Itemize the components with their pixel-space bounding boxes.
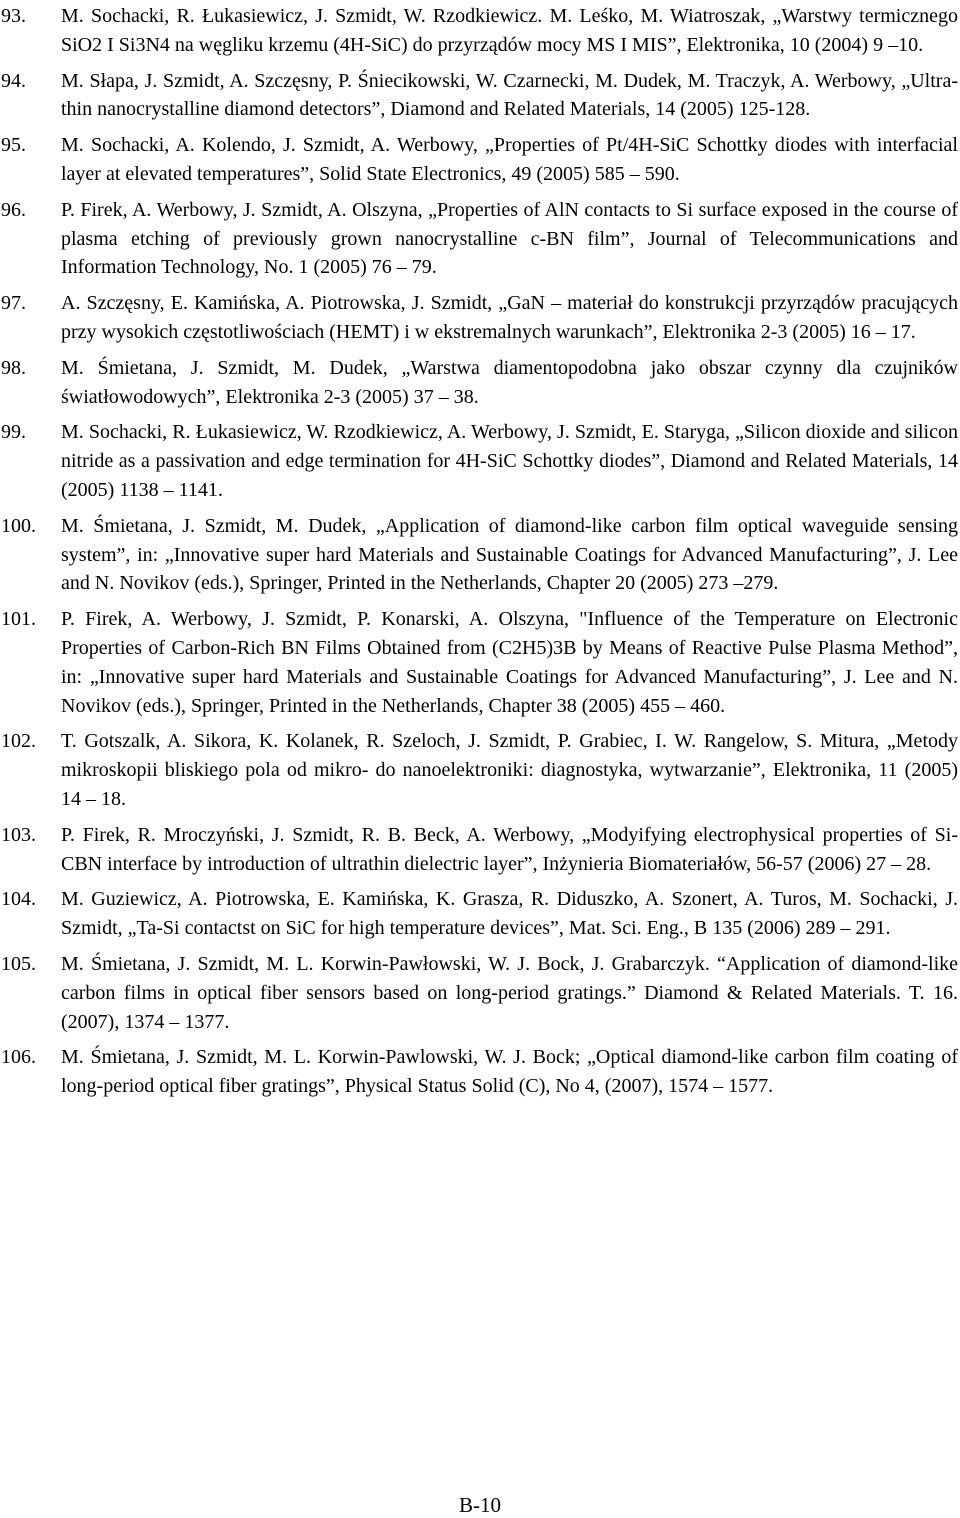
reference-entry-101 xyxy=(0,605,958,720)
reference-text: M. Sochacki, R. Łukasiewicz, W. Rzodkiewicz, A. Werbowy, J. Szmidt, E. Staryga, „Silicon dioxide and silicon nitride as a passivation and edge termination for 4H-SiC Schottky diodes”, Diamond and Related Materials, 14 (2005) 1138 – 1141. xyxy=(61,421,958,501)
reference-entry-104 xyxy=(0,885,958,943)
reference-text: M. Słapa, J. Szmidt, A. Szczęsny, P. Śniecikowski, W. Czarnecki, M. Dudek, M. Traczyk, A. Werbowy, „Ultra-thin nanocrystalline diamond detectors”, Diamond and Related Materials, 14 (2005) 125-128. xyxy=(61,69,958,121)
reference-text: P. Firek, A. Werbowy, J. Szmidt, A. Olszyna, „Properties of AlN contacts to Si surface exposed in the course of plasma etching of previously grown nanocrystalline c-BN film”, Journal of Telecommunications and Information Technology, No. 1 (2005) 76 – 79. xyxy=(61,198,958,279)
reference-entry-98 xyxy=(0,354,958,412)
reference-entry-96 xyxy=(0,196,958,282)
reference-number: 97. xyxy=(1,292,26,315)
reference-text: A. Szczęsny, E. Kamińska, A. Piotrowska, J. Szmidt, „GaN – materiał do konstrukcji przyrządów pracujących przy wysokich częstotliwościach (HEMT) i w ekstremalnych warunkach”, Elektronika 2-3 (2005) 16 – 17. xyxy=(61,292,958,343)
reference-entry-95 xyxy=(0,131,958,189)
page-number: B-10 xyxy=(459,1493,501,1517)
reference-text: M. Sochacki, R. Łukasiewicz, J. Szmidt, W. Rzodkiewicz. M. Leśko, M. Wiatroszak, „Warstwy termicznego SiO2 I Si3N4 na węgliku krzemu (4H-SiC) do przyrządów mocy MS I MIS”, Elektronika, 10 (2004) 9 –10. xyxy=(61,5,958,56)
reference-entry-94 xyxy=(0,67,958,125)
reference-entry-93 xyxy=(0,2,958,60)
reference-entry-100 xyxy=(0,512,958,598)
reference-text: M. Śmietana, J. Szmidt, M. L. Korwin-Pawłowski, W. J. Bock, J. Grabarczyk. “Application of diamond-like carbon films in optical fiber sensors based on long-period gratings.” Diamond & Related Materials. T. 16. (2007), 1374 – 1377. xyxy=(61,952,958,1033)
reference-number: 95. xyxy=(1,134,26,157)
reference-number: 105. xyxy=(1,952,36,975)
reference-number: 93. xyxy=(1,5,26,27)
reference-text: P. Firek, A. Werbowy, J. Szmidt, P. Konarski, A. Olszyna, "Influence of the Temperature on Electronic Properties of Carbon-Rich BN Films Obtained from (C2H5)3B by Means of Reactive Pulse Plasma Method”, in: „Innovative super hard Materials and Sustainable Coatings for Advanced Manufacturing”, J. Lee and N. Novikov (eds.), Springer, Printed in the Netherlands, Chapter 38 (2005) 455 – 460. xyxy=(61,608,958,717)
reference-number: 94. xyxy=(1,69,26,92)
reference-text: M. Śmietana, J. Szmidt, M. L. Korwin-Pawlowski, W. J. Bock; „Optical diamond-like carbon film coating of long-period optical fiber gratings”, Physical Status Solid (C), No 4, (2007), 1574 – 1577. xyxy=(61,1046,958,1098)
reference-number: 99. xyxy=(1,421,26,444)
reference-entry-106 xyxy=(0,1043,958,1101)
reference-number: 100. xyxy=(1,514,36,537)
reference-text: M. Sochacki, A. Kolendo, J. Szmidt, A. Werbowy, „Properties of Pt/4H-SiC Schottky diodes with interfacial layer at elevated temperatures”, Solid State Electronics, 49 (2005) 585 – 590. xyxy=(61,134,958,185)
reference-text: M. Śmietana, J. Szmidt, M. Dudek, „Application of diamond-like carbon film optical waveguide sensing system”, in: „Innovative super hard Materials and Sustainable Coatings for Advanced Manufacturing”, J. Lee and N. Novikov (eds.), Springer, Printed in the Netherlands, Chapter 20 (2005) 273 –279. xyxy=(61,514,958,595)
reference-text: T. Gotszalk, A. Sikora, K. Kolanek, R. Szeloch, J. Szmidt, P. Grabiec, I. W. Rangelow, S. Mitura, „Metody mikroskopii bliskiego pola od mikro- do nanoelektroniki: diagnostyka, wytwarzanie”, Elektronika, 11 (2005) 14 – 18. xyxy=(61,730,958,810)
reference-number: 101. xyxy=(1,608,36,631)
reference-entry-102 xyxy=(0,727,958,813)
reference-text: P. Firek, R. Mroczyński, J. Szmidt, R. B. Beck, A. Werbowy, „Modyifying electrophysical properties of Si-CBN interface by introduction of ultrathin dielectric layer”, Inżynieria Biomateriałów, 56-57 (2006) 27 – 28. xyxy=(61,823,958,875)
reference-number: 103. xyxy=(1,823,36,846)
reference-text: M. Śmietana, J. Szmidt, M. Dudek, „Warstwa diamentopodobna jako obszar czynny dla czujników światłowodowych”, Elektronika 2-3 (2005) 37 – 38. xyxy=(61,356,958,408)
reference-entry-103 xyxy=(0,821,958,879)
reference-entry-105 xyxy=(0,950,958,1036)
reference-number: 104. xyxy=(1,888,36,911)
reference-entry-99 xyxy=(0,418,958,504)
reference-list xyxy=(0,2,958,1108)
reference-entry-97 xyxy=(0,289,958,347)
reference-number: 98. xyxy=(1,356,26,379)
reference-number: 106. xyxy=(1,1046,36,1069)
reference-text: M. Guziewicz, A. Piotrowska, E. Kamińska, K. Grasza, R. Diduszko, A. Szonert, A. Turos, M. Sochacki, J. Szmidt, „Ta-Si contactst on SiC for high temperature devices”, Mat. Sci. Eng., B 135 (2006) 289 – 291. xyxy=(61,888,958,940)
reference-number: 102. xyxy=(1,730,36,753)
reference-number: 96. xyxy=(1,198,26,221)
